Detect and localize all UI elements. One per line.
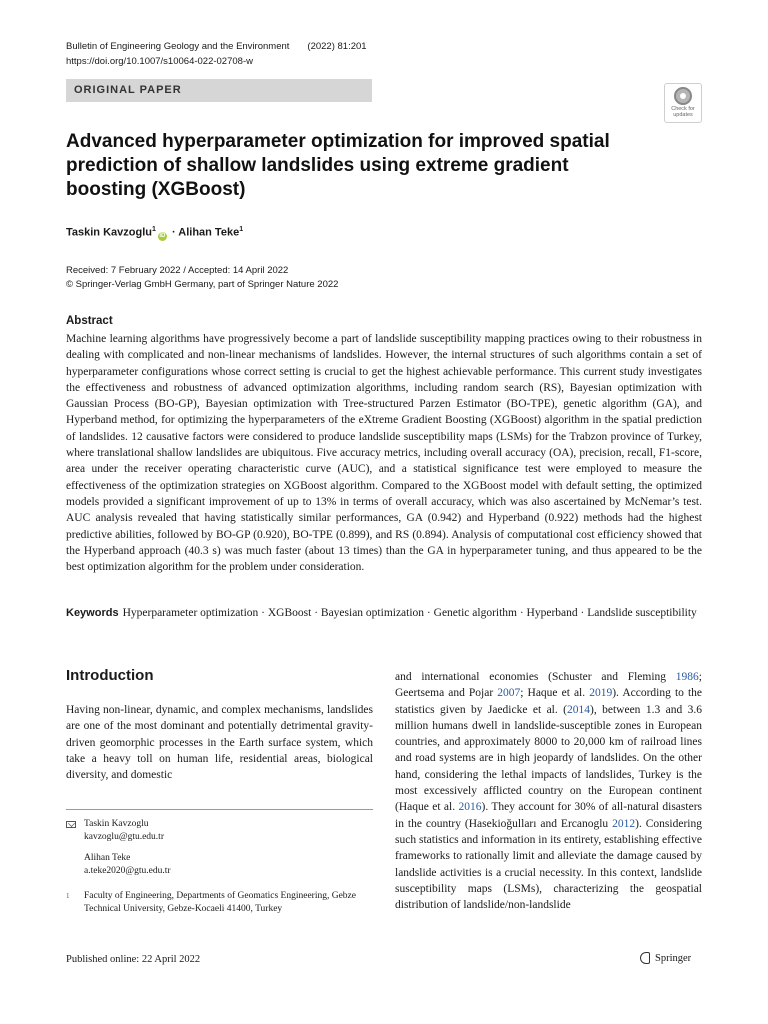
check-for-updates-label: Check for updates	[671, 106, 695, 118]
intro-text: ). They account for 30% of all-natural disasters in the country (Hasekioğulları and Ercanoglu	[395, 801, 702, 830]
citation-link[interactable]: 1986	[675, 671, 699, 683]
intro-text: ). According to the statistics given by Jaedicke et al. (	[395, 687, 703, 716]
keywords-label: Keywords	[66, 607, 119, 619]
keywords-list: Hyperparameter optimization · XGBoost · Bayesian optimization · Genetic algorithm · Hyperband · Landslide susceptibility	[122, 607, 697, 619]
citation-link[interactable]: 2019	[589, 687, 613, 700]
doi-link[interactable]: https://doi.org/10.1007/s10064-022-02708-w	[66, 56, 253, 67]
journal-line	[66, 41, 367, 52]
abstract-text: Machine learning algorithms have progressively become a part of landslide susceptibility mapping practices owing to their robustness in dealing with complicated and non-linear mechanisms of landslides. However, the internal structures of such algorithms contain a set of hyperparameter configurations whose correct setting is crucial to get the highest achievable performance. This current study investigates the effectiveness and robustness of advanced optimization algorithms, including random search (RS), Bayesian optimization with Gaussian Process (BO-GP), Bayesian optimization with Tree-structured Parzen Estimator (BO-TPE), genetic algorithm (GA), and Hyperband method, for optimizing the hyperparameters of the eXtreme Gradient Boosting (XGBoost) algorithm in the spatial prediction of landslides. 12 causative factors were considered to produce landslide susceptibility maps (LSMs) for the Trabzon province of Turkey, where translational shallow landslides are ubiquitous. Five accuracy metrics, including overall accuracy (OA), precision, recall, F1-score, area under the receiver operating characteristic curve (AUC), and a statistical significance test were employed to measure the effectiveness of the optimization strategies on XGBoost algorithm. Compared to the XGBoost model with default setting, the optimized models provided a significant improvement of up to 13% in terms of overall accuracy, which was also ascertained by McNemar’s test. AUC analysis revealed that having statistically similar performances, GA (0.942) and Hyperband (0.922) methods had the highest predictive abilities, followed by BO-GP (0.920), BO-TPE (0.899), and RS (0.894). Analysis of computational cost efficiency showed that the Hyperband approach (40.3 s) was much faster (about 13 times) than the GA in hyperparameter tuning, and thus appeared to be the best optimization algorithm for the problem under consideration.	[66, 333, 702, 574]
affiliation-text: Faculty of Engineering, Departments of Geomatics Engineering, Gebze Technical University, Gebze-Kocaeli 41400, Turkey	[84, 891, 356, 914]
publisher-name: Springer	[655, 952, 692, 964]
publisher-logo[interactable]	[640, 952, 691, 964]
orcid-icon[interactable]: iD	[159, 232, 166, 239]
intro-text: ; Geertsema and Pojar	[395, 671, 702, 700]
section-label: ORIGINAL PAPER	[66, 79, 372, 102]
footnote-author-name: Taskin Kavzoglu	[84, 819, 149, 829]
affiliation-mark: 1	[66, 892, 70, 900]
received-accepted-dates: Received: 7 February 2022 / Accepted: 14 April 2022	[66, 265, 289, 276]
footnote-author-email[interactable]: kavzoglu@gtu.edu.tr	[84, 832, 164, 842]
check-for-updates-badge[interactable]	[664, 83, 702, 123]
introduction-heading: Introduction	[66, 667, 154, 684]
intro-text: ; Haque et al.	[520, 687, 590, 700]
check-for-updates-icon	[674, 87, 692, 105]
introduction-left-column: Having non-linear, dynamic, and complex mechanisms, landslides are one of the most dominant and potentially detrimental gravity-driven geomorphic processes in the Earth surface system, which take a heavy toll on human life, residential areas, biological diversity, and domestic	[66, 704, 373, 782]
footnotes	[66, 818, 373, 916]
author-affiliation-mark: 1	[151, 226, 156, 233]
footnote-author-name: Alihan Teke	[84, 853, 131, 863]
citation-link[interactable]: 2016	[458, 801, 482, 814]
springer-horse-icon	[640, 952, 650, 964]
copyright-line: © Springer-Verlag GmbH Germany, part of Springer Nature 2022	[66, 279, 339, 290]
intro-text: and international economies (Schuster and Fleming	[395, 671, 676, 683]
citation-link[interactable]: 2007	[497, 687, 521, 700]
citation-link[interactable]: 2014	[567, 703, 590, 716]
affiliation-footnote	[66, 890, 373, 916]
footnote-divider	[66, 809, 373, 810]
journal-volume: (2022) 81:201	[307, 41, 367, 52]
author-name[interactable]: Taskin Kavzoglu	[66, 226, 152, 239]
author-affiliation-mark: 1	[239, 226, 244, 233]
author-name[interactable]: Alihan Teke	[178, 226, 240, 239]
abstract-heading: Abstract	[66, 315, 113, 327]
published-online-date: Published online: 22 April 2022	[66, 954, 201, 965]
introduction-right-column	[395, 669, 702, 913]
intro-text: ). Considering such statistics and information in its entirety, establishing effective frameworks to rationally limit and alleviate the damage caused by landslide activities is a crucial necessity. In this context, landslide susceptibility maps (LSMs), characterizing the geospatial distribution of landslide/non-landslide	[395, 817, 702, 912]
keywords	[66, 605, 702, 621]
mail-icon	[66, 821, 76, 828]
intro-text: ), between 1.3 and 3.6 million humans dwell in landslide-susceptible zones in European countries, and approximately 8000 to 20,000 km of railroad lines and road systems are in high jeopardy of landslides. On the other hand, considering the lethal impacts of landslides, Turkey is the most excessively afflicted country on the European continent (Haque et al.	[395, 703, 702, 814]
author-list	[66, 226, 243, 241]
paper-title: Advanced hyperparameter optimization for improved spatial prediction of shallow landslides using extreme gradient boosting (XGBoost)	[66, 131, 610, 200]
footnote-author-email[interactable]: a.teke2020@gtu.edu.tr	[84, 866, 171, 876]
article-dates	[66, 264, 338, 292]
author-separator: ·	[168, 226, 179, 239]
journal-name: Bulletin of Engineering Geology and the Environment	[66, 41, 290, 52]
citation-link[interactable]: 2012	[612, 817, 636, 830]
corresponding-author-footnote	[66, 818, 373, 878]
